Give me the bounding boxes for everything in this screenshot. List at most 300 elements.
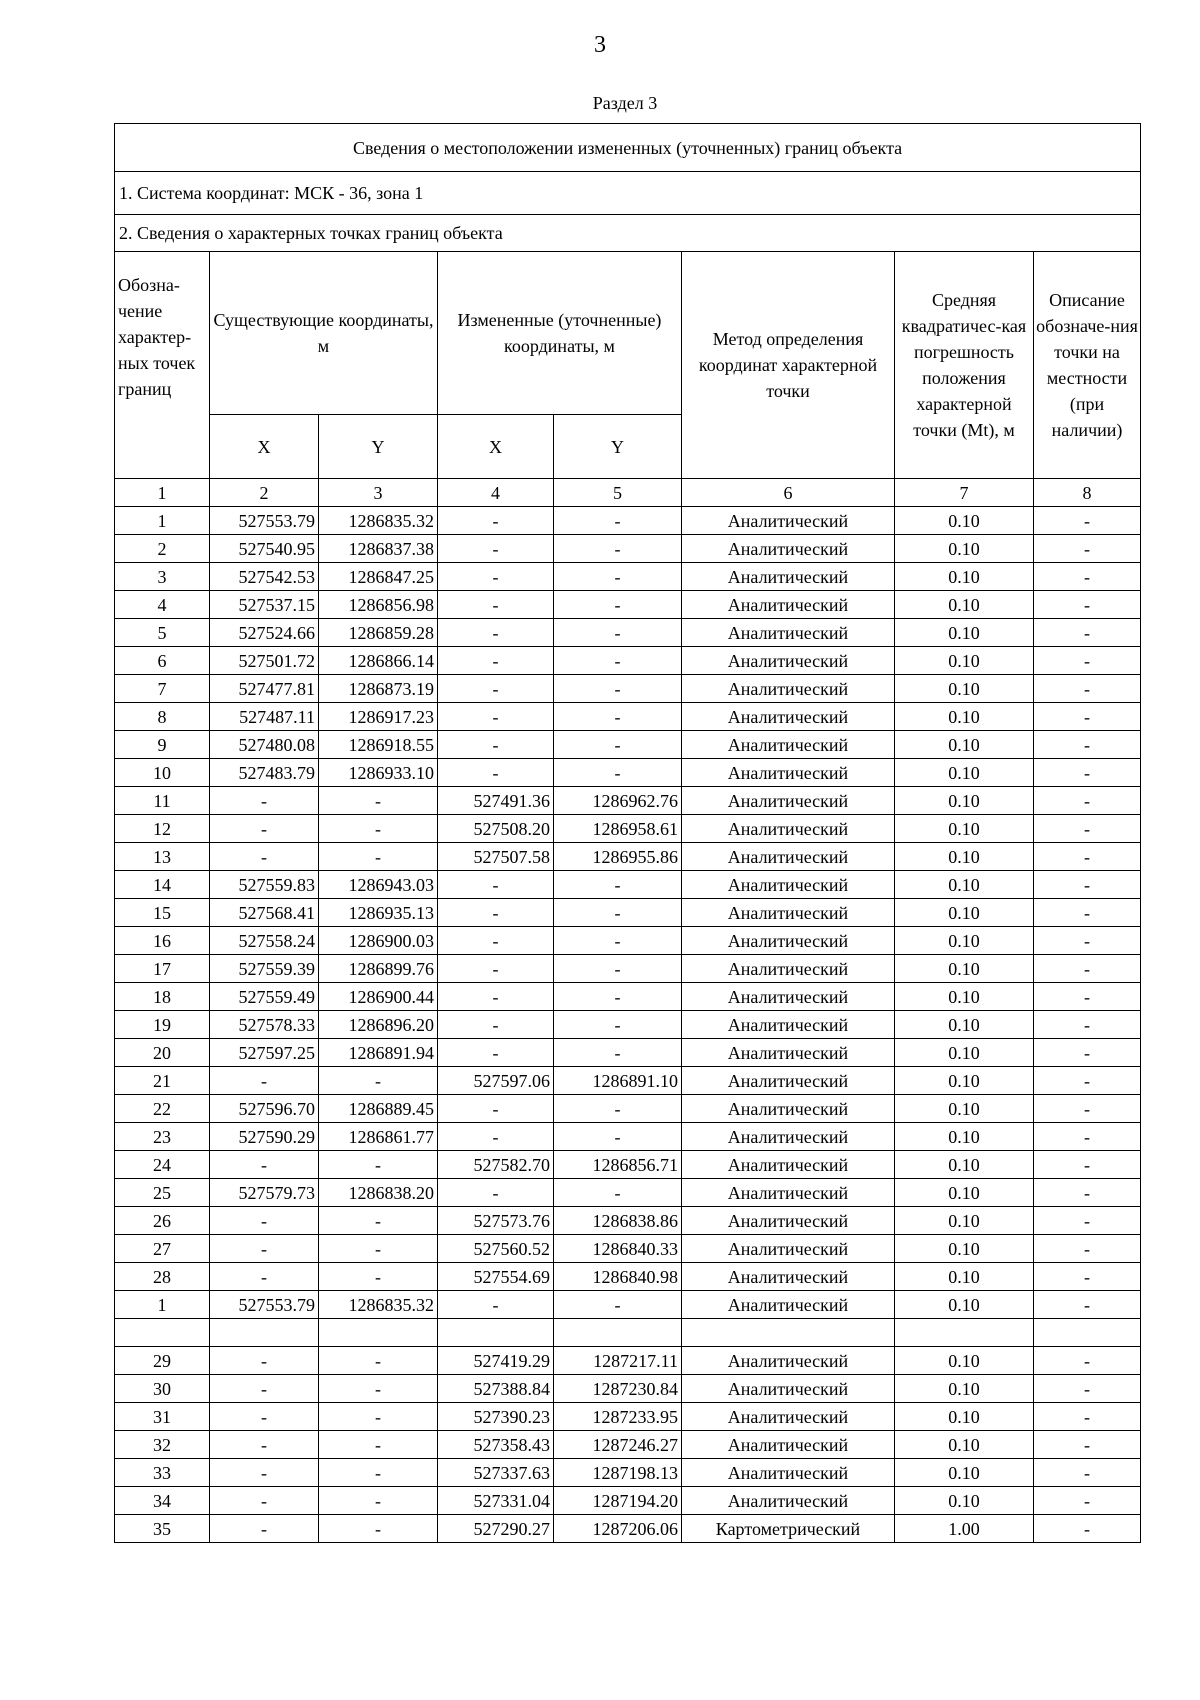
cell-existing-y — [319, 1319, 438, 1347]
cell-description: - — [1034, 1123, 1141, 1151]
cell-point-number: 28 — [115, 1263, 210, 1291]
cell-changed-y: - — [554, 647, 682, 675]
table-row — [115, 1067, 1141, 1095]
cell-error-value: 1.00 — [895, 1515, 1034, 1543]
cell-point-number: 9 — [115, 731, 210, 759]
cell-method: Аналитический — [682, 1123, 895, 1151]
cell-point-number: 15 — [115, 899, 210, 927]
cell-changed-x: - — [438, 899, 554, 927]
cell-existing-y: 1286933.10 — [319, 759, 438, 787]
cell-existing-y: 1286935.13 — [319, 899, 438, 927]
cell-method: Аналитический — [682, 1067, 895, 1095]
cell-changed-x: 527554.69 — [438, 1263, 554, 1291]
cell-description: - — [1034, 507, 1141, 535]
header-existing-y: Y — [319, 415, 438, 479]
cell-error-value: 0.10 — [895, 927, 1034, 955]
column-index: 2 — [210, 479, 319, 507]
cell-existing-y: 1286896.20 — [319, 1011, 438, 1039]
cell-method: Аналитический — [682, 591, 895, 619]
cell-description: - — [1034, 1067, 1141, 1095]
column-index: 8 — [1034, 479, 1141, 507]
cell-existing-x: - — [210, 1459, 319, 1487]
cell-existing-x: 527559.39 — [210, 955, 319, 983]
cell-changed-x: 527419.29 — [438, 1347, 554, 1375]
cell-changed-y: - — [554, 1011, 682, 1039]
cell-point-number: 3 — [115, 563, 210, 591]
cell-changed-x: - — [438, 927, 554, 955]
cell-description — [1034, 1319, 1141, 1347]
cell-description: - — [1034, 1011, 1141, 1039]
cell-existing-y: 1286837.38 — [319, 535, 438, 563]
column-index-row — [115, 479, 1141, 507]
cell-error-value: 0.10 — [895, 1431, 1034, 1459]
cell-existing-y: 1286859.28 — [319, 619, 438, 647]
cell-method: Аналитический — [682, 927, 895, 955]
table-row — [115, 1151, 1141, 1179]
cell-description: - — [1034, 871, 1141, 899]
table-row — [115, 1515, 1141, 1543]
cell-existing-y: 1286918.55 — [319, 731, 438, 759]
cell-existing-x: - — [210, 1235, 319, 1263]
boundary-points-table — [114, 123, 1141, 1543]
cell-point-number: 16 — [115, 927, 210, 955]
cell-existing-x: 527568.41 — [210, 899, 319, 927]
cell-method: Аналитический — [682, 1403, 895, 1431]
table-row — [115, 591, 1141, 619]
cell-existing-x: 527559.49 — [210, 983, 319, 1011]
cell-existing-y: - — [319, 843, 438, 871]
cell-existing-x: 527558.24 — [210, 927, 319, 955]
cell-method: Аналитический — [682, 1207, 895, 1235]
cell-error-value: 0.10 — [895, 1347, 1034, 1375]
cell-method: Аналитический — [682, 1431, 895, 1459]
cell-method: Аналитический — [682, 563, 895, 591]
cell-existing-y: 1286889.45 — [319, 1095, 438, 1123]
page-number: 3 — [594, 32, 606, 58]
cell-changed-x: 527358.43 — [438, 1431, 554, 1459]
cell-error-value: 0.10 — [895, 1095, 1034, 1123]
cell-changed-x: - — [438, 731, 554, 759]
cell-changed-x: - — [438, 955, 554, 983]
table-row — [115, 815, 1141, 843]
cell-method — [682, 1319, 895, 1347]
cell-point-number — [115, 1319, 210, 1347]
cell-changed-y: - — [554, 591, 682, 619]
cell-description: - — [1034, 1431, 1141, 1459]
cell-existing-x: - — [210, 1431, 319, 1459]
cell-existing-y: 1286899.76 — [319, 955, 438, 983]
cell-point-number: 31 — [115, 1403, 210, 1431]
cell-point-number: 1 — [115, 1291, 210, 1319]
cell-method: Аналитический — [682, 1179, 895, 1207]
cell-method: Аналитический — [682, 1235, 895, 1263]
cell-changed-y: - — [554, 1179, 682, 1207]
table-row — [115, 1095, 1141, 1123]
table-row — [115, 955, 1141, 983]
cell-error-value: 0.10 — [895, 1487, 1034, 1515]
section-title: Раздел 3 — [592, 93, 658, 113]
table-row — [115, 1235, 1141, 1263]
cell-existing-x: - — [210, 1151, 319, 1179]
cell-existing-x: 527542.53 — [210, 563, 319, 591]
cell-changed-x: - — [438, 759, 554, 787]
cell-existing-x: - — [210, 815, 319, 843]
cell-changed-x: - — [438, 619, 554, 647]
cell-existing-x: 527596.70 — [210, 1095, 319, 1123]
cell-changed-x: - — [438, 983, 554, 1011]
cell-existing-y: - — [319, 1207, 438, 1235]
table-row — [115, 983, 1141, 1011]
cell-changed-y: 1287246.27 — [554, 1431, 682, 1459]
cell-changed-y: - — [554, 927, 682, 955]
cell-existing-x: 527483.79 — [210, 759, 319, 787]
cell-error-value: 0.10 — [895, 983, 1034, 1011]
cell-existing-y: 1286835.32 — [319, 1291, 438, 1319]
table-row — [115, 1319, 1141, 1347]
cell-existing-y: - — [319, 1515, 438, 1543]
cell-changed-y: 1287230.84 — [554, 1375, 682, 1403]
cell-changed-y: - — [554, 1123, 682, 1151]
cell-method: Аналитический — [682, 1263, 895, 1291]
cell-existing-x: 527553.79 — [210, 1291, 319, 1319]
cell-existing-x: 527480.08 — [210, 731, 319, 759]
cell-existing-x: 527537.15 — [210, 591, 319, 619]
cell-method: Аналитический — [682, 731, 895, 759]
cell-changed-x: 527597.06 — [438, 1067, 554, 1095]
header-existing-coords: Существующие координаты, м — [210, 252, 438, 415]
cell-method: Аналитический — [682, 843, 895, 871]
cell-method: Аналитический — [682, 1347, 895, 1375]
cell-method: Аналитический — [682, 1151, 895, 1179]
cell-changed-y: - — [554, 535, 682, 563]
cell-changed-y: - — [554, 759, 682, 787]
column-index: 5 — [554, 479, 682, 507]
cell-description: - — [1034, 675, 1141, 703]
cell-changed-x: 527582.70 — [438, 1151, 554, 1179]
cell-existing-y: 1286835.32 — [319, 507, 438, 535]
cell-changed-y: 1286840.98 — [554, 1263, 682, 1291]
cell-changed-y: 1286838.86 — [554, 1207, 682, 1235]
cell-existing-x: 527553.79 — [210, 507, 319, 535]
table-row — [115, 731, 1141, 759]
cell-error-value: 0.10 — [895, 731, 1034, 759]
cell-description: - — [1034, 955, 1141, 983]
cell-point-number: 1 — [115, 507, 210, 535]
cell-existing-y: 1286891.94 — [319, 1039, 438, 1067]
cell-existing-y: - — [319, 1347, 438, 1375]
cell-description: - — [1034, 535, 1141, 563]
cell-error-value: 0.10 — [895, 1207, 1034, 1235]
cell-changed-y: - — [554, 1039, 682, 1067]
cell-description: - — [1034, 703, 1141, 731]
cell-changed-y: - — [554, 871, 682, 899]
cell-changed-x: - — [438, 871, 554, 899]
header-method: Метод определения координат характерной точки — [682, 252, 895, 479]
cell-existing-y: - — [319, 1067, 438, 1095]
cell-method: Аналитический — [682, 787, 895, 815]
cell-error-value: 0.10 — [895, 1039, 1034, 1067]
cell-method: Аналитический — [682, 1039, 895, 1067]
cell-point-number: 11 — [115, 787, 210, 815]
cell-point-number: 13 — [115, 843, 210, 871]
table-row — [115, 675, 1141, 703]
header-changed-x: X — [438, 415, 554, 479]
cell-existing-y: - — [319, 1151, 438, 1179]
table-row — [115, 1123, 1141, 1151]
cell-point-number: 20 — [115, 1039, 210, 1067]
table-row — [115, 535, 1141, 563]
cell-changed-y: - — [554, 563, 682, 591]
cell-changed-y: - — [554, 983, 682, 1011]
table-row — [115, 1487, 1141, 1515]
cell-changed-y: - — [554, 1291, 682, 1319]
cell-changed-x: 527388.84 — [438, 1375, 554, 1403]
cell-error-value: 0.10 — [895, 1151, 1034, 1179]
cell-description: - — [1034, 759, 1141, 787]
cell-existing-y: 1286847.25 — [319, 563, 438, 591]
cell-method: Аналитический — [682, 535, 895, 563]
cell-method: Аналитический — [682, 619, 895, 647]
cell-point-number: 6 — [115, 647, 210, 675]
cell-existing-x: - — [210, 787, 319, 815]
cell-existing-x: - — [210, 1375, 319, 1403]
cell-existing-y: - — [319, 1235, 438, 1263]
cell-description: - — [1034, 843, 1141, 871]
cell-description: - — [1034, 591, 1141, 619]
cell-existing-x: 527477.81 — [210, 675, 319, 703]
cell-changed-x: - — [438, 1123, 554, 1151]
cell-error-value: 0.10 — [895, 1375, 1034, 1403]
cell-method: Аналитический — [682, 1011, 895, 1039]
cell-changed-x: - — [438, 675, 554, 703]
table-row — [115, 1403, 1141, 1431]
cell-changed-x: 527337.63 — [438, 1459, 554, 1487]
cell-method: Аналитический — [682, 1487, 895, 1515]
cell-existing-x: - — [210, 1403, 319, 1431]
cell-existing-x: - — [210, 1487, 319, 1515]
cell-existing-x: - — [210, 1067, 319, 1095]
points-heading: 2. Сведения о характерных точках границ объекта — [115, 215, 1141, 252]
cell-changed-x: 527507.58 — [438, 843, 554, 871]
cell-error-value: 0.10 — [895, 563, 1034, 591]
cell-point-number: 7 — [115, 675, 210, 703]
cell-point-number: 19 — [115, 1011, 210, 1039]
cell-error-value: 0.10 — [895, 619, 1034, 647]
cell-error-value: 0.10 — [895, 1123, 1034, 1151]
cell-method: Аналитический — [682, 871, 895, 899]
table-row — [115, 1375, 1141, 1403]
cell-description: - — [1034, 927, 1141, 955]
table-row — [115, 1011, 1141, 1039]
table-row — [115, 787, 1141, 815]
cell-error-value: 0.10 — [895, 815, 1034, 843]
cell-changed-x: - — [438, 535, 554, 563]
table-row — [115, 899, 1141, 927]
cell-point-number: 18 — [115, 983, 210, 1011]
cell-existing-y: 1286866.14 — [319, 647, 438, 675]
cell-point-number: 27 — [115, 1235, 210, 1263]
table-row — [115, 1039, 1141, 1067]
table-row — [115, 619, 1141, 647]
cell-changed-y: 1286955.86 — [554, 843, 682, 871]
cell-changed-y: 1287233.95 — [554, 1403, 682, 1431]
header-error: Средняя квадратичес-кая погрешность положения характерной точки (Mt), м — [895, 252, 1034, 479]
cell-method: Аналитический — [682, 1375, 895, 1403]
column-index: 4 — [438, 479, 554, 507]
table-row — [115, 1347, 1141, 1375]
cell-point-number: 33 — [115, 1459, 210, 1487]
cell-existing-x: 527597.25 — [210, 1039, 319, 1067]
cell-changed-y: - — [554, 731, 682, 759]
cell-changed-y: - — [554, 899, 682, 927]
table-row — [115, 871, 1141, 899]
cell-description: - — [1034, 1235, 1141, 1263]
cell-point-number: 32 — [115, 1431, 210, 1459]
cell-point-number: 23 — [115, 1123, 210, 1151]
table-row — [115, 507, 1141, 535]
cell-changed-x: - — [438, 1095, 554, 1123]
cell-error-value: 0.10 — [895, 843, 1034, 871]
cell-existing-y: 1286838.20 — [319, 1179, 438, 1207]
cell-point-number: 4 — [115, 591, 210, 619]
cell-changed-x — [438, 1319, 554, 1347]
cell-changed-y: - — [554, 619, 682, 647]
cell-error-value: 0.10 — [895, 899, 1034, 927]
cell-error-value: 0.10 — [895, 591, 1034, 619]
cell-existing-x: - — [210, 1347, 319, 1375]
cell-existing-y: 1286943.03 — [319, 871, 438, 899]
cell-changed-x: 527390.23 — [438, 1403, 554, 1431]
cell-description: - — [1034, 1095, 1141, 1123]
cell-error-value: 0.10 — [895, 535, 1034, 563]
cell-changed-y: 1287206.06 — [554, 1515, 682, 1543]
cell-changed-y: 1286856.71 — [554, 1151, 682, 1179]
cell-existing-x — [210, 1319, 319, 1347]
cell-error-value: 0.10 — [895, 1263, 1034, 1291]
column-index: 6 — [682, 479, 895, 507]
table-row — [115, 1291, 1141, 1319]
cell-changed-x: - — [438, 1179, 554, 1207]
cell-method: Аналитический — [682, 759, 895, 787]
cell-changed-x: 527491.36 — [438, 787, 554, 815]
cell-existing-x: 527540.95 — [210, 535, 319, 563]
cell-error-value: 0.10 — [895, 703, 1034, 731]
cell-method: Аналитический — [682, 1095, 895, 1123]
cell-point-number: 25 — [115, 1179, 210, 1207]
cell-changed-y: - — [554, 1095, 682, 1123]
cell-point-number: 24 — [115, 1151, 210, 1179]
cell-existing-y: - — [319, 1459, 438, 1487]
table-row — [115, 927, 1141, 955]
cell-description: - — [1034, 1291, 1141, 1319]
cell-method: Аналитический — [682, 507, 895, 535]
cell-error-value: 0.10 — [895, 1291, 1034, 1319]
table-row — [115, 647, 1141, 675]
cell-description: - — [1034, 899, 1141, 927]
cell-point-number: 34 — [115, 1487, 210, 1515]
table-row — [115, 563, 1141, 591]
cell-changed-y: 1287217.11 — [554, 1347, 682, 1375]
cell-existing-x: - — [210, 1207, 319, 1235]
cell-description: - — [1034, 1459, 1141, 1487]
cell-changed-x: 527508.20 — [438, 815, 554, 843]
cell-point-number: 10 — [115, 759, 210, 787]
cell-existing-x: 527559.83 — [210, 871, 319, 899]
table-row — [115, 1179, 1141, 1207]
cell-changed-x: - — [438, 1039, 554, 1067]
column-index: 3 — [319, 479, 438, 507]
cell-changed-x: - — [438, 703, 554, 731]
cell-changed-x: - — [438, 1011, 554, 1039]
header-description: Описание обозначе-ния точки на местности (при наличии) — [1034, 252, 1141, 479]
cell-error-value: 0.10 — [895, 1403, 1034, 1431]
cell-changed-x: - — [438, 591, 554, 619]
cell-error-value: 0.10 — [895, 1459, 1034, 1487]
cell-changed-x: - — [438, 507, 554, 535]
cell-point-number: 17 — [115, 955, 210, 983]
cell-existing-x: - — [210, 843, 319, 871]
cell-error-value: 0.10 — [895, 955, 1034, 983]
cell-description: - — [1034, 1347, 1141, 1375]
cell-method: Аналитический — [682, 1459, 895, 1487]
table-row — [115, 703, 1141, 731]
table-row — [115, 843, 1141, 871]
table-row — [115, 1207, 1141, 1235]
cell-changed-y: - — [554, 675, 682, 703]
cell-changed-x: 527290.27 — [438, 1515, 554, 1543]
cell-existing-x: 527524.66 — [210, 619, 319, 647]
cell-changed-y: - — [554, 703, 682, 731]
cell-existing-y: - — [319, 1431, 438, 1459]
cell-point-number: 5 — [115, 619, 210, 647]
cell-changed-y: - — [554, 955, 682, 983]
cell-description: - — [1034, 1375, 1141, 1403]
cell-error-value: 0.10 — [895, 787, 1034, 815]
cell-point-number: 26 — [115, 1207, 210, 1235]
cell-description: - — [1034, 787, 1141, 815]
cell-existing-y: 1286900.44 — [319, 983, 438, 1011]
cell-existing-y: - — [319, 1375, 438, 1403]
table-title: Сведения о местоположении измененных (уточненных) границ объекта — [115, 124, 1141, 172]
cell-changed-y — [554, 1319, 682, 1347]
cell-existing-x: 527501.72 — [210, 647, 319, 675]
table-row — [115, 1431, 1141, 1459]
cell-description: - — [1034, 1487, 1141, 1515]
cell-description: - — [1034, 619, 1141, 647]
header-changed-y: Y — [554, 415, 682, 479]
cell-description: - — [1034, 1263, 1141, 1291]
cell-method: Картометрический — [682, 1515, 895, 1543]
table-row — [115, 1263, 1141, 1291]
cell-method: Аналитический — [682, 675, 895, 703]
cell-changed-x: - — [438, 563, 554, 591]
cell-point-number: 22 — [115, 1095, 210, 1123]
cell-existing-y: - — [319, 815, 438, 843]
header-changed-coords: Измененные (уточненные) координаты, м — [438, 252, 682, 415]
cell-changed-x: 527573.76 — [438, 1207, 554, 1235]
cell-description: - — [1034, 815, 1141, 843]
cell-changed-y: 1286958.61 — [554, 815, 682, 843]
cell-existing-y: 1286856.98 — [319, 591, 438, 619]
header-point-label: Обозна-чение характер-ных точек границ — [115, 252, 210, 479]
cell-method: Аналитический — [682, 815, 895, 843]
cell-method: Аналитический — [682, 703, 895, 731]
cell-error-value: 0.10 — [895, 1011, 1034, 1039]
header-existing-x: X — [210, 415, 319, 479]
column-index: 1 — [115, 479, 210, 507]
cell-error-value: 0.10 — [895, 1067, 1034, 1095]
cell-description: - — [1034, 1515, 1141, 1543]
